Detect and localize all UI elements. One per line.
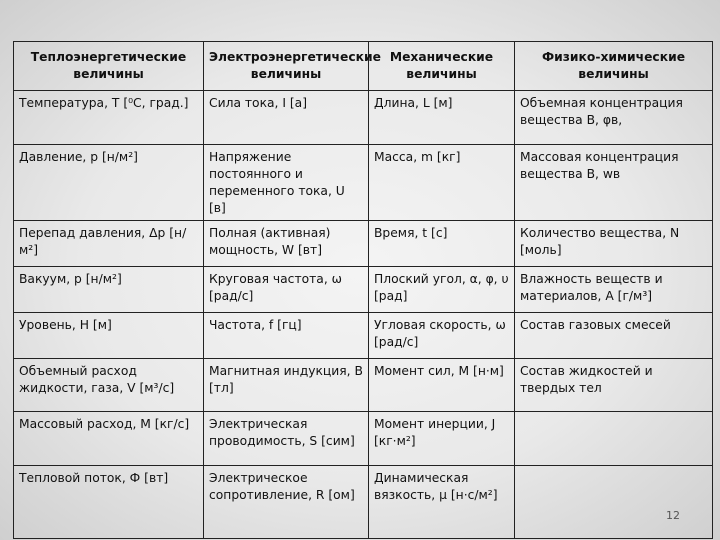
table-cell: Магнитная индукция, В [тл] — [204, 359, 369, 412]
table-cell: Масса, m [кг] — [369, 145, 515, 221]
table-row — [14, 145, 713, 221]
table-row — [14, 313, 713, 359]
table-cell: Электрическая проводимость, S [сим] — [204, 412, 369, 466]
header-heat-power: Теплоэнергетические величины — [14, 42, 204, 91]
quantities-table — [13, 41, 713, 539]
header-physico-chemical: Физико-химические величины — [515, 42, 713, 91]
table-cell: Момент сил, М [н·м] — [369, 359, 515, 412]
table-cell: Напряжение постоянного и переменного тока, U [в] — [204, 145, 369, 221]
table-cell: Объемный расход жидкости, газа, V [м³/с] — [14, 359, 204, 412]
table-cell: Тепловой поток, Ф [вт] — [14, 466, 204, 539]
table-cell — [515, 466, 713, 539]
table-cell: Влажность веществ и материалов, А [г/м³] — [515, 267, 713, 313]
table-cell: Динамическая вязкость, μ [н·с/м²] — [369, 466, 515, 539]
table-cell — [515, 412, 713, 466]
table-cell: Давление, р [н/м²] — [14, 145, 204, 221]
table-cell: Объемная концентрация вещества В, φв, — [515, 91, 713, 145]
table-cell: Количество вещества, N [моль] — [515, 221, 713, 267]
table-row — [14, 466, 713, 539]
table-cell: Длина, L [м] — [369, 91, 515, 145]
table-row — [14, 91, 713, 145]
table-cell: Полная (активная) мощность, W [вт] — [204, 221, 369, 267]
table-cell: Уровень, Н [м] — [14, 313, 204, 359]
table-cell: Момент инерции, J [кг·м²] — [369, 412, 515, 466]
table-cell: Перепад давления, Δр [н/м²] — [14, 221, 204, 267]
header-electric-power: Электроэнергетические величины — [204, 42, 369, 91]
table-row — [14, 221, 713, 267]
table-cell: Массовая концентрация вещества В, wв — [515, 145, 713, 221]
table-row — [14, 412, 713, 466]
table-row — [14, 267, 713, 313]
table-cell: Частота, f [гц] — [204, 313, 369, 359]
table-row — [14, 359, 713, 412]
table-cell: Температура, T [⁰C, град.] — [14, 91, 204, 145]
table-cell: Круговая частота, ω [рад/с] — [204, 267, 369, 313]
page-number: 12 — [666, 509, 680, 522]
table-cell: Угловая скорость, ω [рад/с] — [369, 313, 515, 359]
table-cell: Состав газовых смесей — [515, 313, 713, 359]
table-cell: Плоский угол, α, φ, υ [рад] — [369, 267, 515, 313]
table-cell: Состав жидкостей и твердых тел — [515, 359, 713, 412]
table-cell: Электрическое сопротивление, R [ом] — [204, 466, 369, 539]
table-cell: Вакуум, р [н/м²] — [14, 267, 204, 313]
header-mechanical: Механические величины — [369, 42, 515, 91]
table-cell: Время, t [с] — [369, 221, 515, 267]
table-cell: Массовый расход, М [кг/с] — [14, 412, 204, 466]
table-cell: Сила тока, I [а] — [204, 91, 369, 145]
table-header-row — [14, 42, 713, 91]
